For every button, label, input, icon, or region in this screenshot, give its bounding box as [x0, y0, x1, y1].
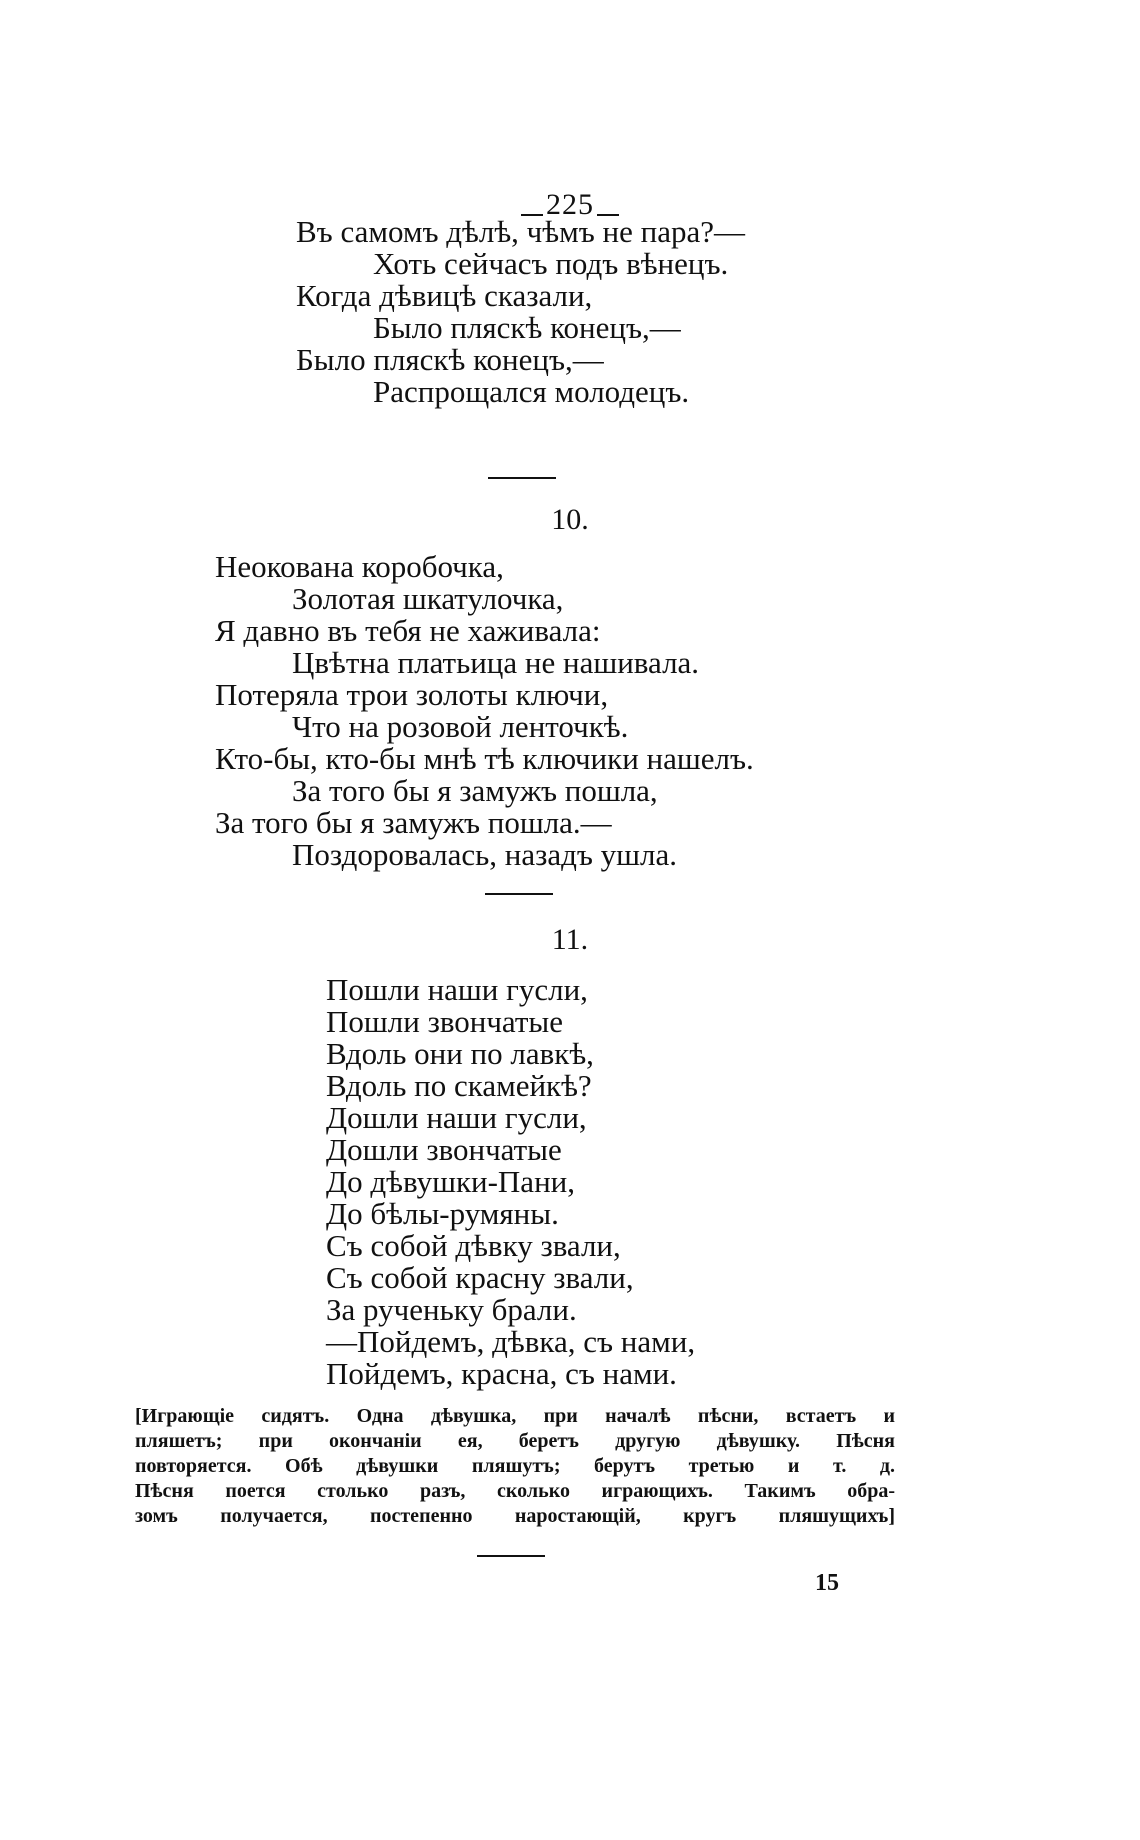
verse-line: Вдоль они по лавкѣ, — [326, 1036, 594, 1071]
section-separator — [488, 477, 556, 479]
note-line: Пѣсня поется столько разъ, сколько играющихъ. Такимъ обра- — [135, 1480, 895, 1502]
verse-line: Пошли звончатые — [326, 1004, 564, 1039]
verse-line: За рученьку брали. — [326, 1292, 577, 1327]
verse-line: Что на розовой ленточкѣ. — [292, 709, 629, 744]
page-number-text: 225 — [546, 188, 594, 221]
verse-line: Было пляскѣ конецъ,— — [296, 342, 604, 377]
verse-line: За того бы я замужъ пошла, — [292, 773, 658, 808]
verse-line: Вдоль по скамейкѣ? — [326, 1068, 592, 1103]
verse-line: Въ самомъ дѣлѣ, чѣмъ не пара?— — [296, 214, 745, 249]
verse-line: Кто-бы, кто-бы мнѣ тѣ ключики нашелъ. — [215, 741, 754, 776]
note-line: зомъ получается, постепенно наростающій, кругъ пляшущихъ] — [135, 1505, 895, 1527]
note-line: повторяется. Обѣ дѣвушки пляшутъ; берутъ третью и т. д. — [135, 1455, 895, 1477]
verse-line: Съ собой красну звали, — [326, 1260, 634, 1295]
verse-line: Золотая шкатулочка, — [292, 581, 564, 616]
song-11-verse — [326, 974, 695, 1390]
song-number-11: 11. — [551, 923, 589, 956]
verse-line: Дошли звончатые — [326, 1132, 562, 1167]
verse-line: До дѣвушки-Пани, — [326, 1164, 575, 1199]
verse-line: —Пойдемъ, дѣвка, съ нами, — [326, 1324, 696, 1359]
verse-line: Потеряла трои золоты ключи, — [215, 677, 609, 712]
printer-signature-mark: 15 — [815, 1570, 839, 1596]
verse-line: Дошли наши гусли, — [326, 1100, 587, 1135]
stanza-intro — [296, 216, 745, 408]
note-line: [Играющіе сидятъ. Одна дѣвушка, при началѣ пѣсни, встаетъ и — [135, 1405, 895, 1427]
verse-line: Пошли наши гусли, — [326, 972, 588, 1007]
verse-line: Неокована коробочка, — [215, 549, 504, 584]
verse-line: Распрощался молодецъ. — [373, 374, 690, 409]
verse-line: Пойдемъ, красна, съ нами. — [326, 1356, 677, 1391]
note-line: пляшетъ; при окончаніи ея, беретъ другую дѣвушку. Пѣсня — [135, 1430, 895, 1452]
verse-line: Я давно въ тебя не хаживала: — [215, 613, 601, 648]
verse-line: Было пляскѣ конецъ,— — [373, 310, 681, 345]
verse-line: Съ собой дѣвку звали, — [326, 1228, 621, 1263]
verse-line: Поздоровалась, назадъ ушла. — [292, 837, 677, 872]
verse-line: Хоть сейчасъ подъ вѣнецъ. — [373, 246, 729, 281]
verse-line: Цвѣтна платьица не нашивала. — [292, 645, 700, 680]
verse-line: За того бы я замужъ пошла.— — [215, 805, 612, 840]
song-10-verse — [215, 551, 754, 871]
section-separator — [477, 1555, 545, 1557]
verse-line: Когда дѣвицѣ сказали, — [296, 278, 593, 313]
song-number-10: 10. — [551, 503, 589, 536]
section-separator — [485, 893, 553, 895]
stage-direction-note — [135, 1404, 895, 1529]
verse-line: До бѣлы-румяны. — [326, 1196, 559, 1231]
